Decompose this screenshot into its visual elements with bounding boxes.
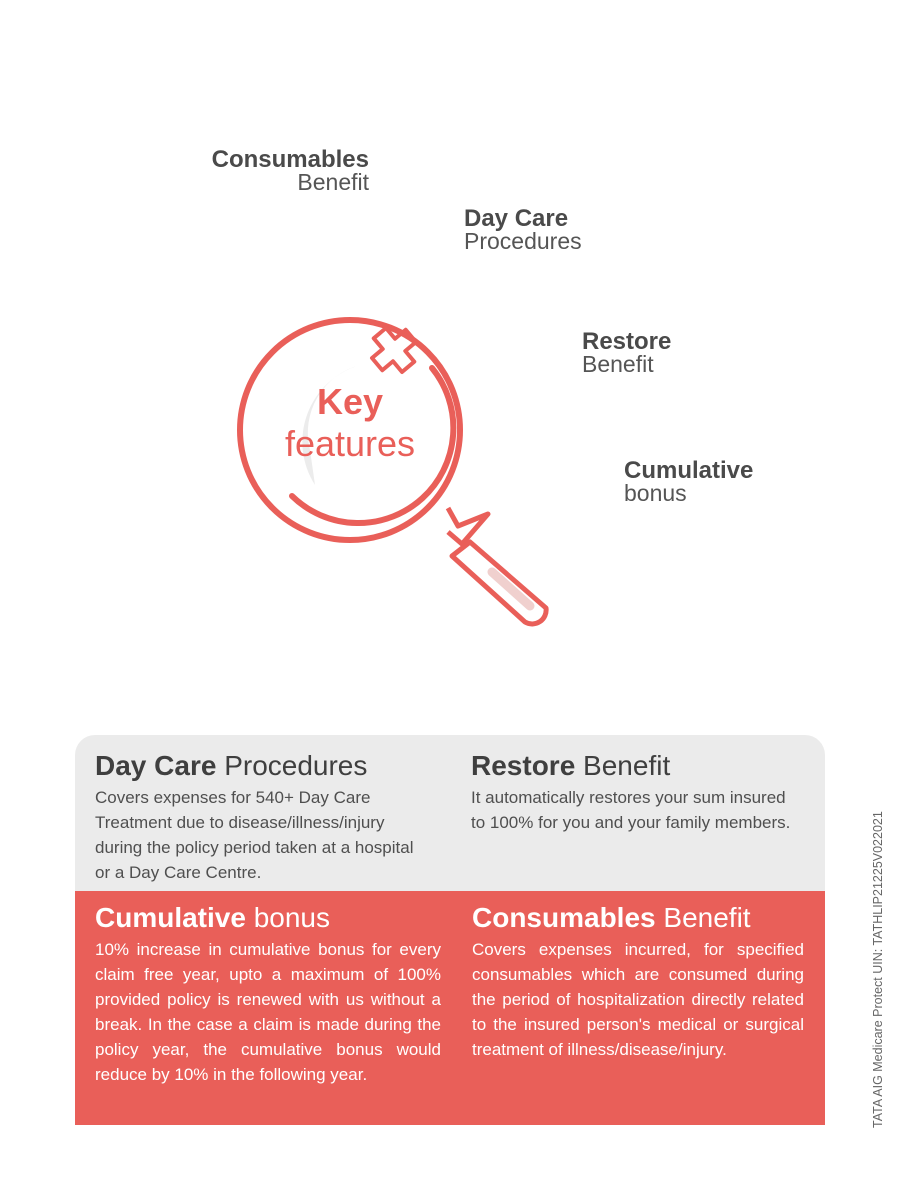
card-body: It automatically restores your sum insured to 100% for you and your family members. xyxy=(471,788,791,832)
center-subtitle: features xyxy=(284,423,416,464)
feature-subtitle: Procedures xyxy=(464,228,582,254)
card-body: Covers expenses for 540+ Day Care Treatment due to disease/illness/injury during the policy period taken at a hospital or a Day Care Centre. xyxy=(95,788,414,882)
uin-footer: TATA AIG Medicare Protect UIN: TATHLIP21225V022021 xyxy=(871,811,885,1128)
card-cumulative xyxy=(95,903,441,1087)
benefits-panel-bottom xyxy=(75,891,825,1125)
feature-title: Cumulative xyxy=(624,457,754,484)
card-consumables xyxy=(472,903,804,1062)
feature-title: Consumables xyxy=(211,146,369,173)
card-heading-bold: Day Care xyxy=(95,750,217,781)
feature-subtitle: Benefit xyxy=(582,351,654,377)
card-body: 10% increase in cumulative bonus for every claim free year, upto a maximum of 100% provided policy is renewed with us without a break. In the case a claim is made during the policy year, the cumulative bonus would reduce by 10% in the following year. xyxy=(95,940,441,1084)
card-heading xyxy=(472,903,804,933)
feature-subtitle: bonus xyxy=(624,480,687,506)
feature-title: Day Care xyxy=(464,205,569,232)
magnifier-icon xyxy=(230,300,570,640)
card-heading xyxy=(471,751,801,781)
handle-neck xyxy=(448,508,488,544)
center-title: Key xyxy=(316,381,384,422)
card-restore xyxy=(471,751,801,835)
feature-label-day-care xyxy=(464,207,582,253)
feature-label-restore xyxy=(582,330,671,376)
card-body: Covers expenses incurred, for specified consumables which are consumed during the period of hospitalization directly related to the insured person's medical or surgical treatment of illness/disease/injury. xyxy=(472,940,804,1059)
card-heading-bold: Cumulative xyxy=(95,902,246,933)
card-heading-light: Benefit xyxy=(583,750,671,781)
card-heading-bold: Consumables xyxy=(472,902,656,933)
card-heading xyxy=(95,903,441,933)
feature-title: Restore xyxy=(582,328,672,355)
feature-label-consumables xyxy=(201,148,369,194)
card-heading-light: Procedures xyxy=(224,750,368,781)
feature-label-cumulative xyxy=(624,459,753,505)
feature-subtitle: Benefit xyxy=(297,169,369,195)
benefits-panel-top xyxy=(75,735,825,891)
card-heading-light: Benefit xyxy=(663,902,751,933)
card-heading-bold: Restore xyxy=(471,750,576,781)
card-heading xyxy=(95,751,425,781)
card-heading-light: bonus xyxy=(253,902,331,933)
card-day-care xyxy=(95,751,425,885)
